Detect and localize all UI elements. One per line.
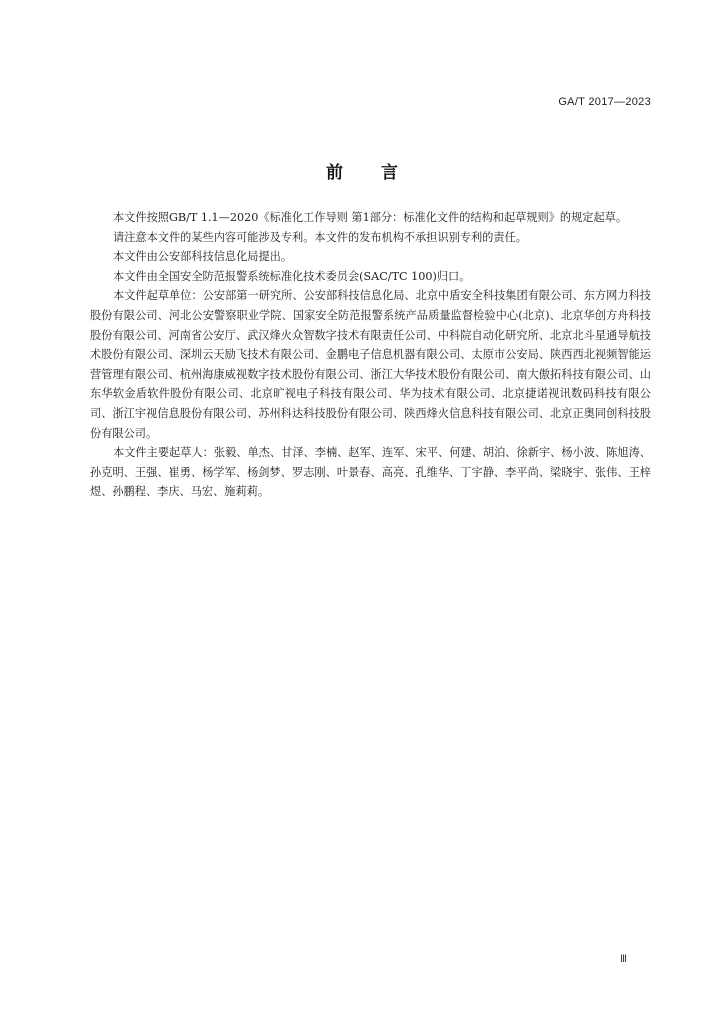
paragraph-drafters: 本文件主要起草人：张毅、单杰、甘泽、李楠、赵军、连军、宋平、何建、胡泊、徐新宇、杨小波、陈旭涛、孙克明、王强、崔勇、杨学军、杨剑梦、罗志刚、叶景春、高亮、孔维华、丁宇静、李平尚、梁晓宇、张伟、王梓煜、孙鹏程、李庆、马宏、施莉莉。 [90,446,651,499]
paragraph-patent-notice: 请注意本文件的某些内容可能涉及专利。本文件的发布机构不承担识别专利的责任。 [113,230,527,244]
page-title: 前言 [326,163,436,183]
paragraph-drafting-units: 本文件起草单位：公安部第一研究所、公安部科技信息化局、北京中盾安全科技集团有限公司、东方网力科技股份有限公司、河北公安警察职业学院、国家安全防范报警系统产品质量监督检验中心(北京)、北京华创方舟科技股份有限公司、河南省公安厅、武汉烽火众智数字技术有限责任公司、中科院自动化研究所、北京北斗星通导航技术股份有限公司、深圳云天励飞技术有限公司、金鹏电子信息机器有限公司、太原市公安局、陕西西北视频智能运营管理有限公司、杭州海康威视数字技术股份有限公司、浙江大华技术股份有限公司、南大傲拓科技有限公司、山东华软金盾软件股份有限公司、北京旷视电子科技有限公司、华为技术有限公司、北京捷诺视讯数码科技有限公司、浙江宇视信息股份有限公司、苏州科达科技股份有限公司、陕西烽火信息科技有限公司、北京正奥同创科技股份有限公司。 [90,289,651,440]
standard-code: GA/T 2017—2023 [558,96,651,108]
foreword-body [90,208,651,502]
paragraph-committee: 本文件由全国安全防范报警系统标准化技术委员会(SAC/TC 100)归口。 [113,269,471,283]
paragraph-proposer: 本文件由公安部科技信息化局提出。 [113,250,293,264]
page-number: Ⅲ [620,954,627,965]
paragraph-drafting-rules: 本文件按照GB/T 1.1—2020《标准化工作导则 第1部分：标准化文件的结构和起草规则》的规定起草。 [113,211,628,224]
